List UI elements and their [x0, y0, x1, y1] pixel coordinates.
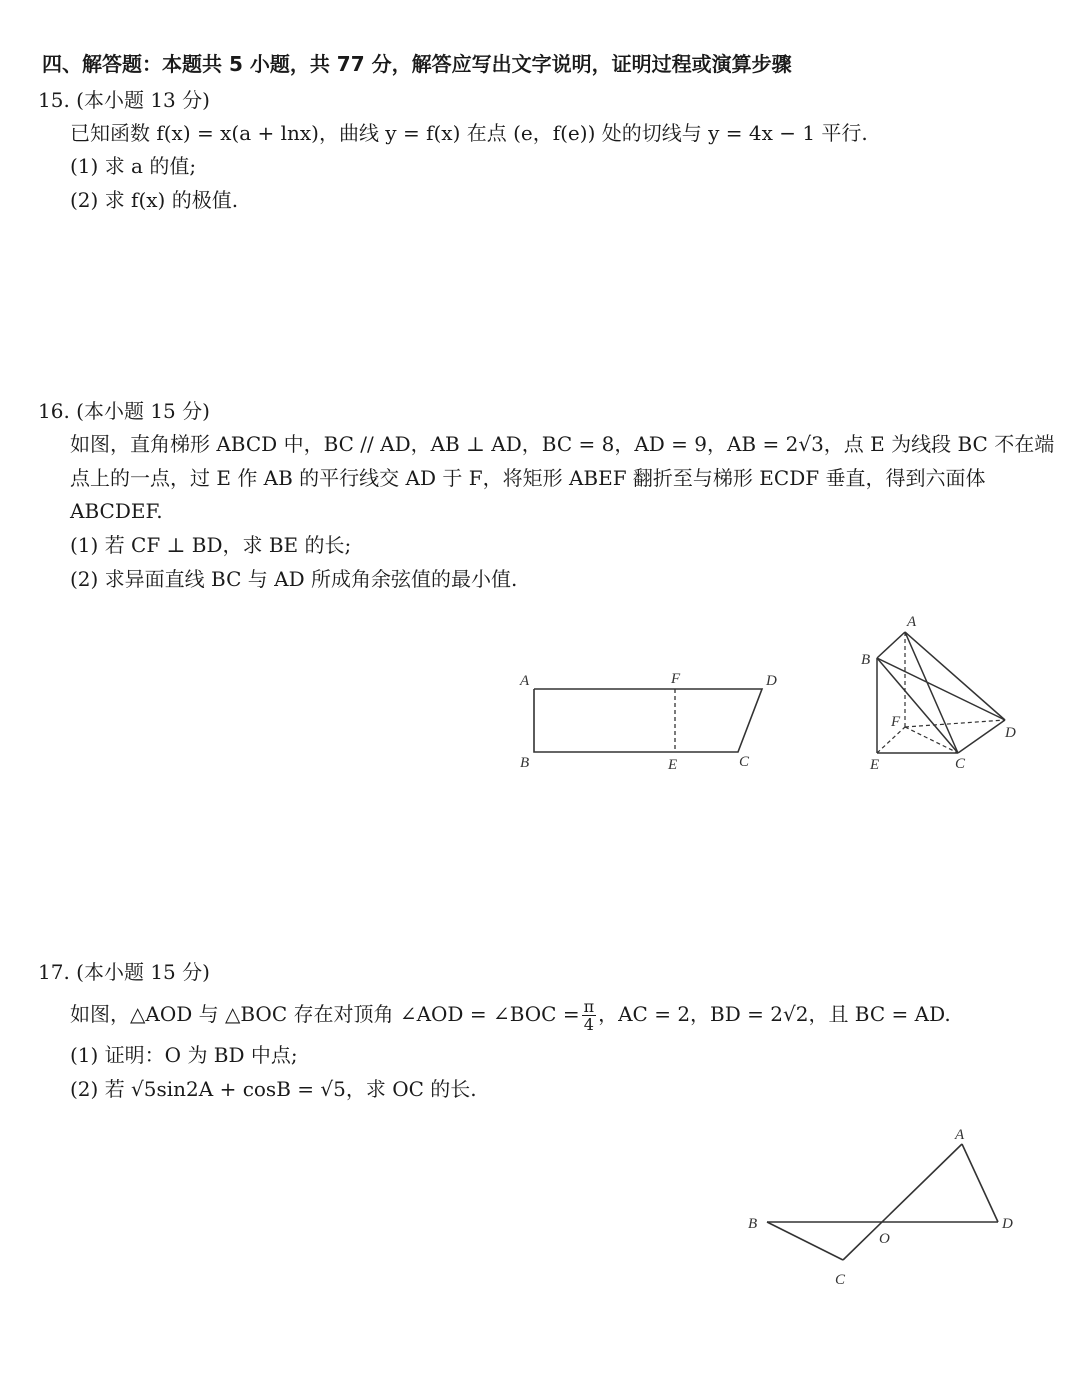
vertical-angles-figure	[740, 1120, 1030, 1290]
section-heading: 四、解答题：本题共 5 小题，共 77 分，解答应写出文字说明，证明过程或演算步骤	[42, 52, 792, 76]
label-o: O	[879, 1231, 890, 1247]
label-e: E	[870, 757, 880, 773]
fraction-numerator: π	[583, 997, 595, 1016]
problem-17-part-2: (2) 若 √5sin2A + cosB = √5，求 OC 的长.	[70, 1077, 477, 1101]
label-f: F	[891, 714, 901, 730]
problem-16-stem-line-3: ABCDEF.	[70, 499, 163, 523]
problem-16-stem-line-2: 点上的一点，过 E 作 AB 的平行线交 AD 于 F，将矩形 ABEF 翻折至与梯形 ECDF 垂直，得到六面体	[70, 466, 986, 490]
edge-fc-hidden	[905, 727, 958, 753]
fraction-denominator: 4	[583, 1015, 594, 1034]
problem-15-header: 15. (本小题 13 分)	[38, 88, 210, 112]
edge-ac	[905, 632, 958, 753]
segment-ca	[843, 1144, 962, 1260]
edge-fd-hidden	[905, 720, 1005, 727]
pi-over-4-fraction	[582, 998, 597, 1033]
label-f: F	[671, 671, 681, 687]
label-b: B	[748, 1216, 758, 1232]
trapezoid-outline	[534, 689, 762, 752]
problem-17-header: 17. (本小题 15 分)	[38, 960, 210, 984]
label-b: B	[520, 755, 530, 771]
problem-15-stem: 已知函数 f(x) = x(a + lnx)，曲线 y = f(x) 在点 (e，f(e)) 处的切线与 y = 4x − 1 平行.	[70, 121, 868, 145]
label-c: C	[955, 756, 966, 772]
label-a: A	[907, 614, 917, 630]
problem-16-part-2: (2) 求异面直线 BC 与 AD 所成角余弦值的最小值.	[70, 567, 518, 591]
label-a: A	[955, 1127, 965, 1143]
label-a: A	[520, 673, 530, 689]
edge-bc	[877, 658, 958, 753]
problem-15-part-2: (2) 求 f(x) 的极值.	[70, 188, 239, 212]
label-d: D	[1002, 1216, 1013, 1232]
problem-16-stem-line-1: 如图，直角梯形 ABCD 中，BC // AD，AB ⊥ AD，BC = 8，AD = 9，AB = 2√3，点 E 为线段 BC 不在端	[70, 432, 1055, 456]
trapezoid-figure	[510, 665, 800, 780]
edge-ba	[877, 632, 905, 658]
problem-17-stem-before: 如图，△AOD 与 △BOC 存在对顶角 ∠AOD = ∠BOC =	[70, 1002, 580, 1026]
segment-bc	[767, 1222, 843, 1260]
label-c: C	[739, 754, 750, 770]
hexahedron-figure	[855, 610, 1035, 775]
edge-ad	[905, 632, 1005, 720]
label-d: D	[1005, 725, 1016, 741]
edge-cd	[958, 720, 1005, 753]
label-c: C	[835, 1272, 846, 1288]
label-d: D	[766, 673, 777, 689]
problem-16-part-1: (1) 若 CF ⊥ BD，求 BE 的长;	[70, 533, 352, 557]
problem-17-stem-after: ，AC = 2，BD = 2√2，且 BC = AD.	[598, 1002, 951, 1026]
edge-ef-hidden	[877, 727, 905, 753]
label-b: B	[861, 652, 871, 668]
problem-15-part-1: (1) 求 a 的值;	[70, 154, 197, 178]
label-e: E	[668, 757, 678, 773]
segment-ad	[962, 1144, 998, 1222]
edge-bd	[877, 658, 1005, 720]
problem-17-part-1: (1) 证明：O 为 BD 中点;	[70, 1043, 298, 1067]
problem-16-header: 16. (本小题 15 分)	[38, 399, 210, 423]
problem-17-stem	[70, 998, 951, 1033]
